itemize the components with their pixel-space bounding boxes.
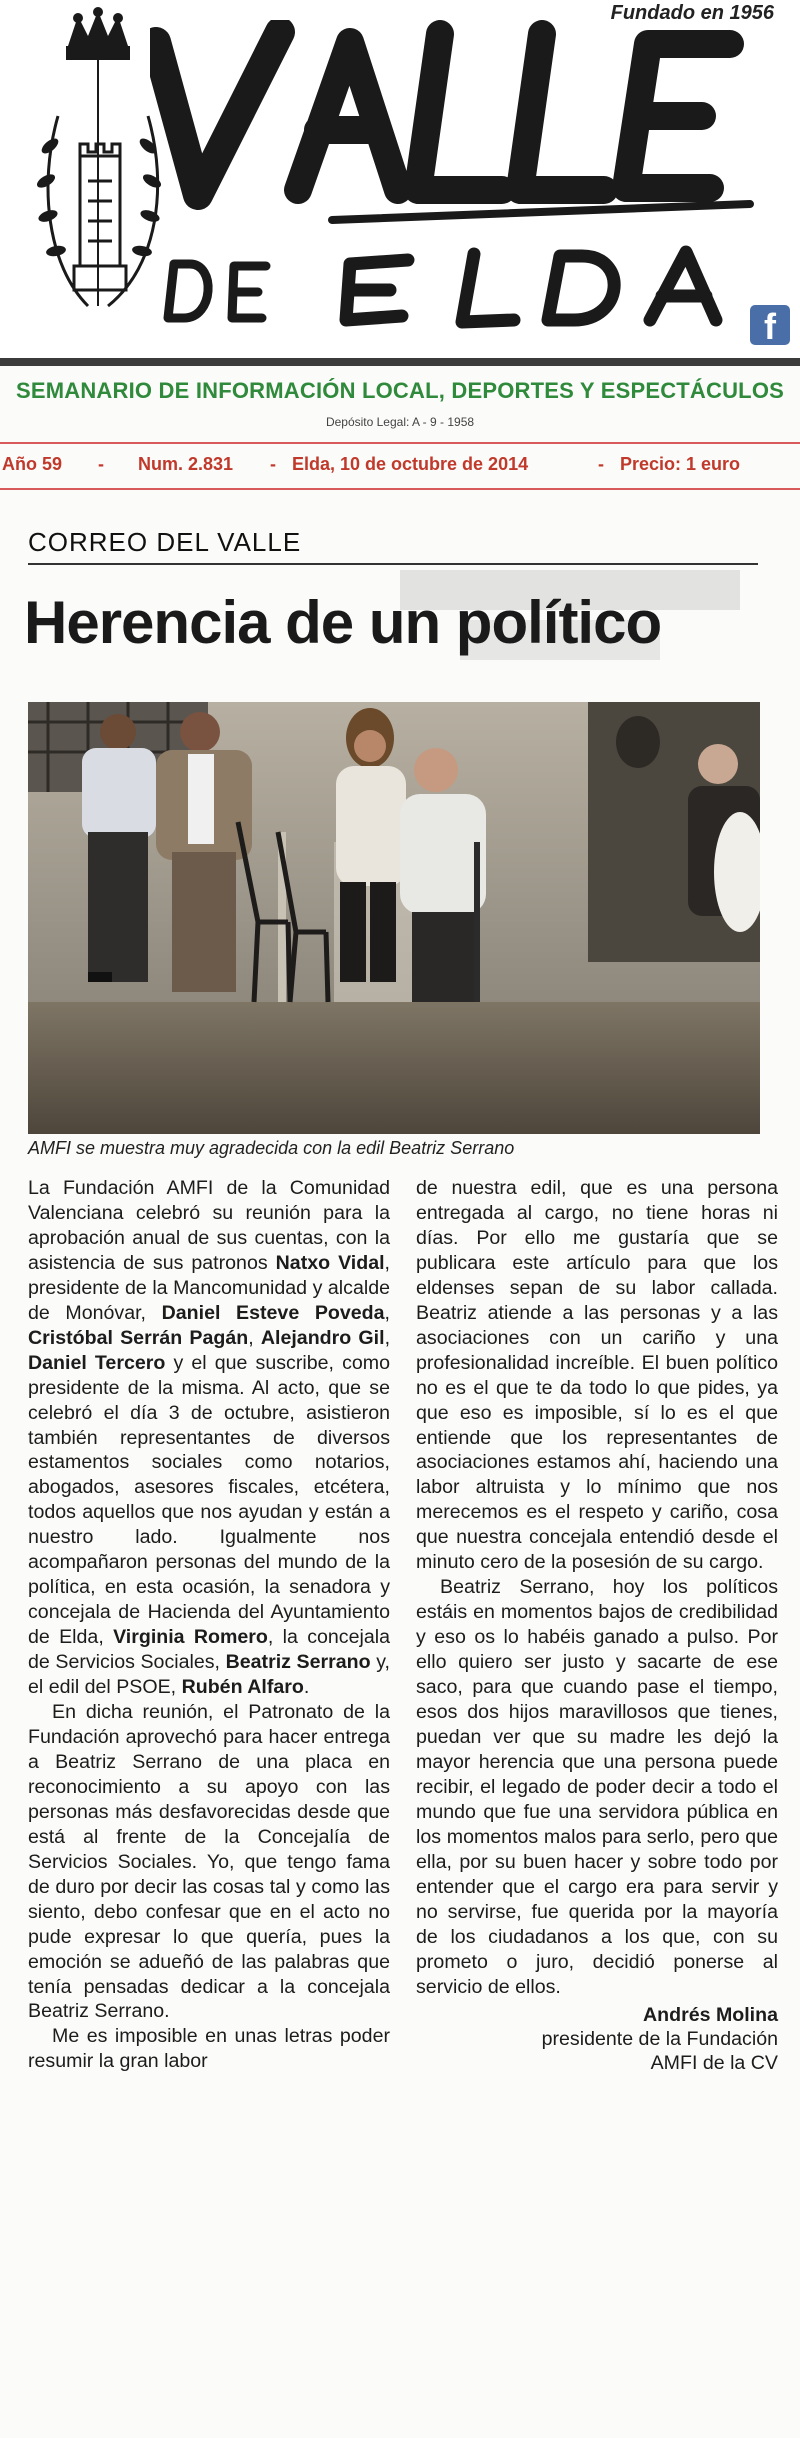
- person-name: Daniel Esteve Poveda: [161, 1301, 385, 1324]
- legal-deposit: Depósito Legal: A - 9 - 1958: [325, 415, 475, 429]
- issue-number: Num. 2.831: [138, 454, 234, 474]
- paragraph: En dicha reunión, el Patronato de la Fundación aprovechó para hacer entrega a Beatriz Serrano de una placa en reconocimiento a su apoyo con las personas más desfavorecidas desde que está al frente de la Concejalía de Servicios Sociales. Yo, que tengo fama de duro por decir las cosas tal y como las siento, debo confesar que en el acto no pude expresar lo que quería, pues la emoción se adueñó de las palabras que tenía pensadas dedicar a la concejala Beatriz Serrano.: [28, 1701, 390, 2023]
- paragraph: Me es imposible en unas letras poder resumir la gran labor: [28, 2025, 390, 2073]
- paragraph: La Fundación AMFI de la Comunidad Valenciana celebró su reunión para la aprobación anual de sus cuentas, con la asistencia de sus patronos Natxo Vidal, presidente de la Mancomunidad y alcalde de Monóvar, Daniel Esteve Poveda, Cristóbal Serrán Pagán, Alejandro Gil, Daniel Tercero y el que suscribe, como presidente de la misma. Al acto, que se celebró el día 3 de octubre, asistieron también representantes de diversos estamentos sociales como notarios, abogados, asesores fiscales, etcétera, todos aquellos que nos ayudan y están a nuestro lado. Igualmente nos acompañaron personas del mundo de la política, en esta ocasión, la senadora y concejala de Hacienda del Ayuntamiento de Elda, Virginia Romero, la concejala de Servicios Sociales, Beatriz Serrano y, el edil del PSOE, Rubén Alfaro.: [28, 1177, 391, 1699]
- paragraph: Beatriz Serrano, hoy los políticos estáis en momentos bajos de credibilidad y eso os lo habéis ganado a pulso. Por ello quiero ser justo y sacarte de ese saco, para que cuando pase el tiempo, esos dos hijos maravillosos que tienes, puedan ver que su madre les dejó la mayor herencia que una persona puede recibir, el legado de poder decir a todo el mundo que fue una servidora pública en los momentos malos para serlo, pero que ella, por su buen hacer y sobre todo por entender que el cargo era para servir y no servirse, fue querida por la mayoría de los ciudadanos a los que, con su prometo o juro, decidió ponerse al servicio de ellos.: [416, 1576, 778, 1998]
- tagline: SEMANARIO DE INFORMACIÓN LOCAL, DEPORTES Y ESPECTÁCULOS: [15, 378, 785, 403]
- issue-separator: -: [270, 454, 276, 474]
- issue-place-date: Elda, 10 de octubre de 2014: [292, 454, 529, 474]
- photo-caption: AMFI se muestra muy agradecida con la edil Beatriz Serrano: [28, 1138, 515, 1158]
- section-rule: [28, 563, 758, 565]
- person-name: Virginia Romero: [113, 1626, 268, 1649]
- issue-rule-top: [0, 442, 800, 444]
- paragraph: de nuestra edil, que es una persona entregada al cargo, no tiene horas ni días. Por ello me gustaría que se publicara este artículo para que los eldenses sepan de su labor callada. Beatriz atiende a las personas y a las asociaciones con un cariño y una profesionalidad increíble. El buen político no es el que te da todo lo que pides, ya que eso es imposible, sí lo es el que entiende que los representantes de asociaciones estamos ahí, haciendo una labor altruista y lo mínimo que nos merecemos es el respeto y cariño, cosa que nuestra concejala entendió desde el minuto cero de la posesión de su cargo.: [416, 1177, 778, 1574]
- facebook-icon[interactable]: f: [750, 305, 790, 345]
- article-photo: [28, 702, 760, 1134]
- person-name: Rubén Alfaro: [181, 1676, 304, 1699]
- article-column-1: [28, 1176, 390, 2074]
- issue-year: Año 59: [2, 454, 63, 474]
- masthead: [0, 0, 800, 360]
- masthead-rule: [0, 358, 800, 366]
- person-name: Alejandro Gil: [260, 1326, 385, 1349]
- logo-line1: VALLE: [380, 260, 384, 261]
- author-role: presidente de la Fundación: [541, 2028, 778, 2051]
- person-name: Beatriz Serrano: [225, 1651, 371, 1674]
- person-name: Daniel Tercero: [28, 1351, 166, 1374]
- person-name: Natxo Vidal: [275, 1251, 385, 1274]
- article-column-2: [416, 1176, 778, 2075]
- author-name: Andrés Molina: [643, 2004, 778, 2027]
- signature: [416, 2003, 778, 2075]
- author-organization: AMFI de la CV: [650, 2052, 778, 2075]
- section-title: CORREO DEL VALLE: [28, 527, 302, 557]
- issue-separator: -: [98, 454, 104, 474]
- issue-price: Precio: 1 euro: [620, 454, 741, 474]
- person-name: Cristóbal Serrán Pagán: [28, 1326, 249, 1349]
- founded-label: Fundado en 1956: [610, 2, 774, 24]
- issue-rule-bottom: [0, 488, 800, 490]
- logo-line2: DE ELDA: [380, 310, 385, 311]
- issue-separator: -: [598, 454, 604, 474]
- person-1: [82, 714, 156, 982]
- article-headline: Herencia de un político: [24, 589, 662, 656]
- valle-de-elda-logo: [150, 20, 780, 340]
- issue-bar: [0, 454, 800, 482]
